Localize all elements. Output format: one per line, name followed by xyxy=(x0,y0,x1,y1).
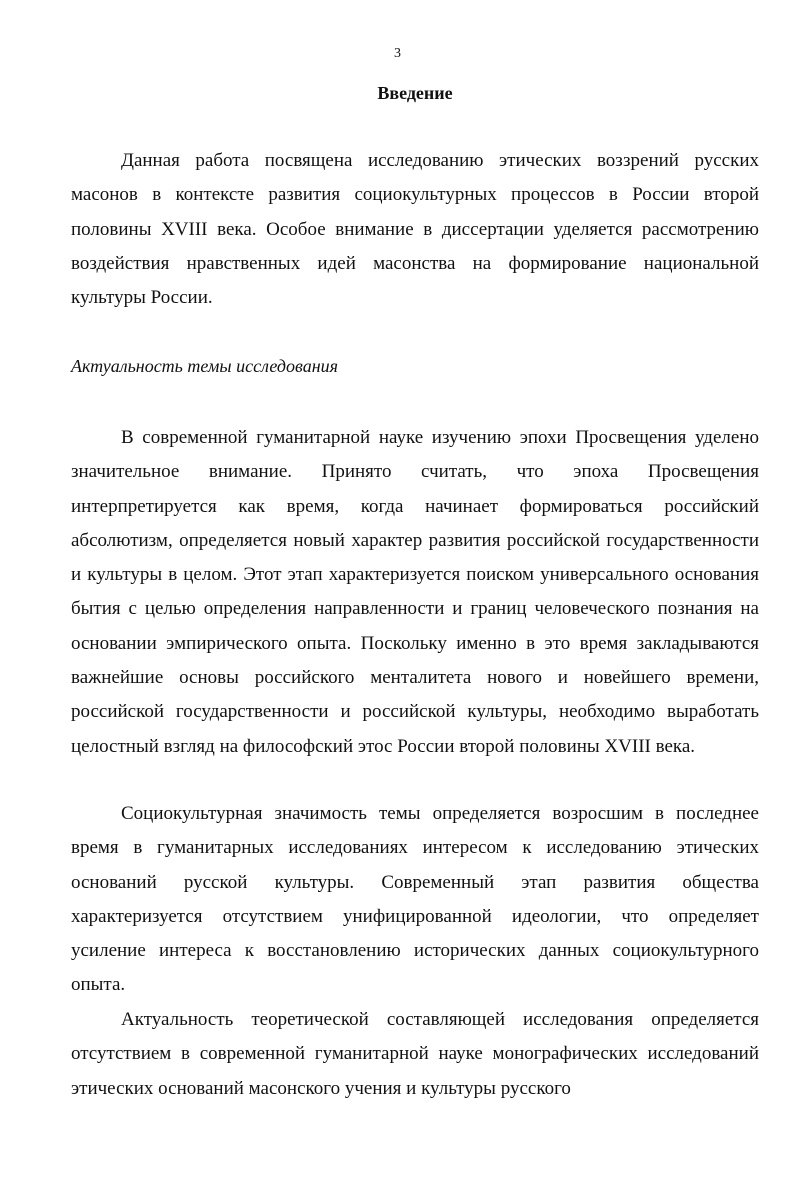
relevance-paragraph-2: Социокультурная значимость темы определяется возросшим в последнее время в гуманитарных исследованиях интересом к исследованию этических оснований русской культуры. Современный этап развития общества характеризуется отсутствием унифицированной идеологии, что определяет усиление интереса к восстановлению исторических данных социокультурного опыта. xyxy=(71,803,759,996)
intro-paragraph: Данная работа посвящена исследованию этических воззрений русских масонов в контексте развития социокультурных процессов в России второй половины XVIII века. Особое внимание в диссертации уделяется рассмотрению воздействия нравственных идей масонства на формирование национальной культуры России. xyxy=(71,150,759,309)
section-heading-relevance: Актуальность темы исследования xyxy=(71,356,338,376)
page-number: 3 xyxy=(394,46,401,61)
relevance-paragraph-3: Актуальность теоретической составляющей исследования определяется отсутствием в современной гуманитарной науке монографических исследований этических оснований масонского учения и культуры русского xyxy=(71,1009,759,1099)
page-title: Введение xyxy=(377,83,453,103)
relevance-paragraph-1: В современной гуманитарной науке изучению эпохи Просвещения уделено значительное внимание. Принято считать, что эпоха Просвещения интерпретируется как время, когда начинает формироваться российский абсолютизм, определяется новый характер развития российской государственности и культуры в целом. Этот этап характеризуется поиском универсального основания бытия с целью определения направленности и границ человеческого познания на основании эмпирического опыта. Поскольку именно в это время закладываются важнейшие основы российского менталитета нового и новейшего времени, российской государственности и российской культуры, необходимо выработать целостный взгляд на философский этос России второй половины XVIII века. xyxy=(71,427,759,757)
